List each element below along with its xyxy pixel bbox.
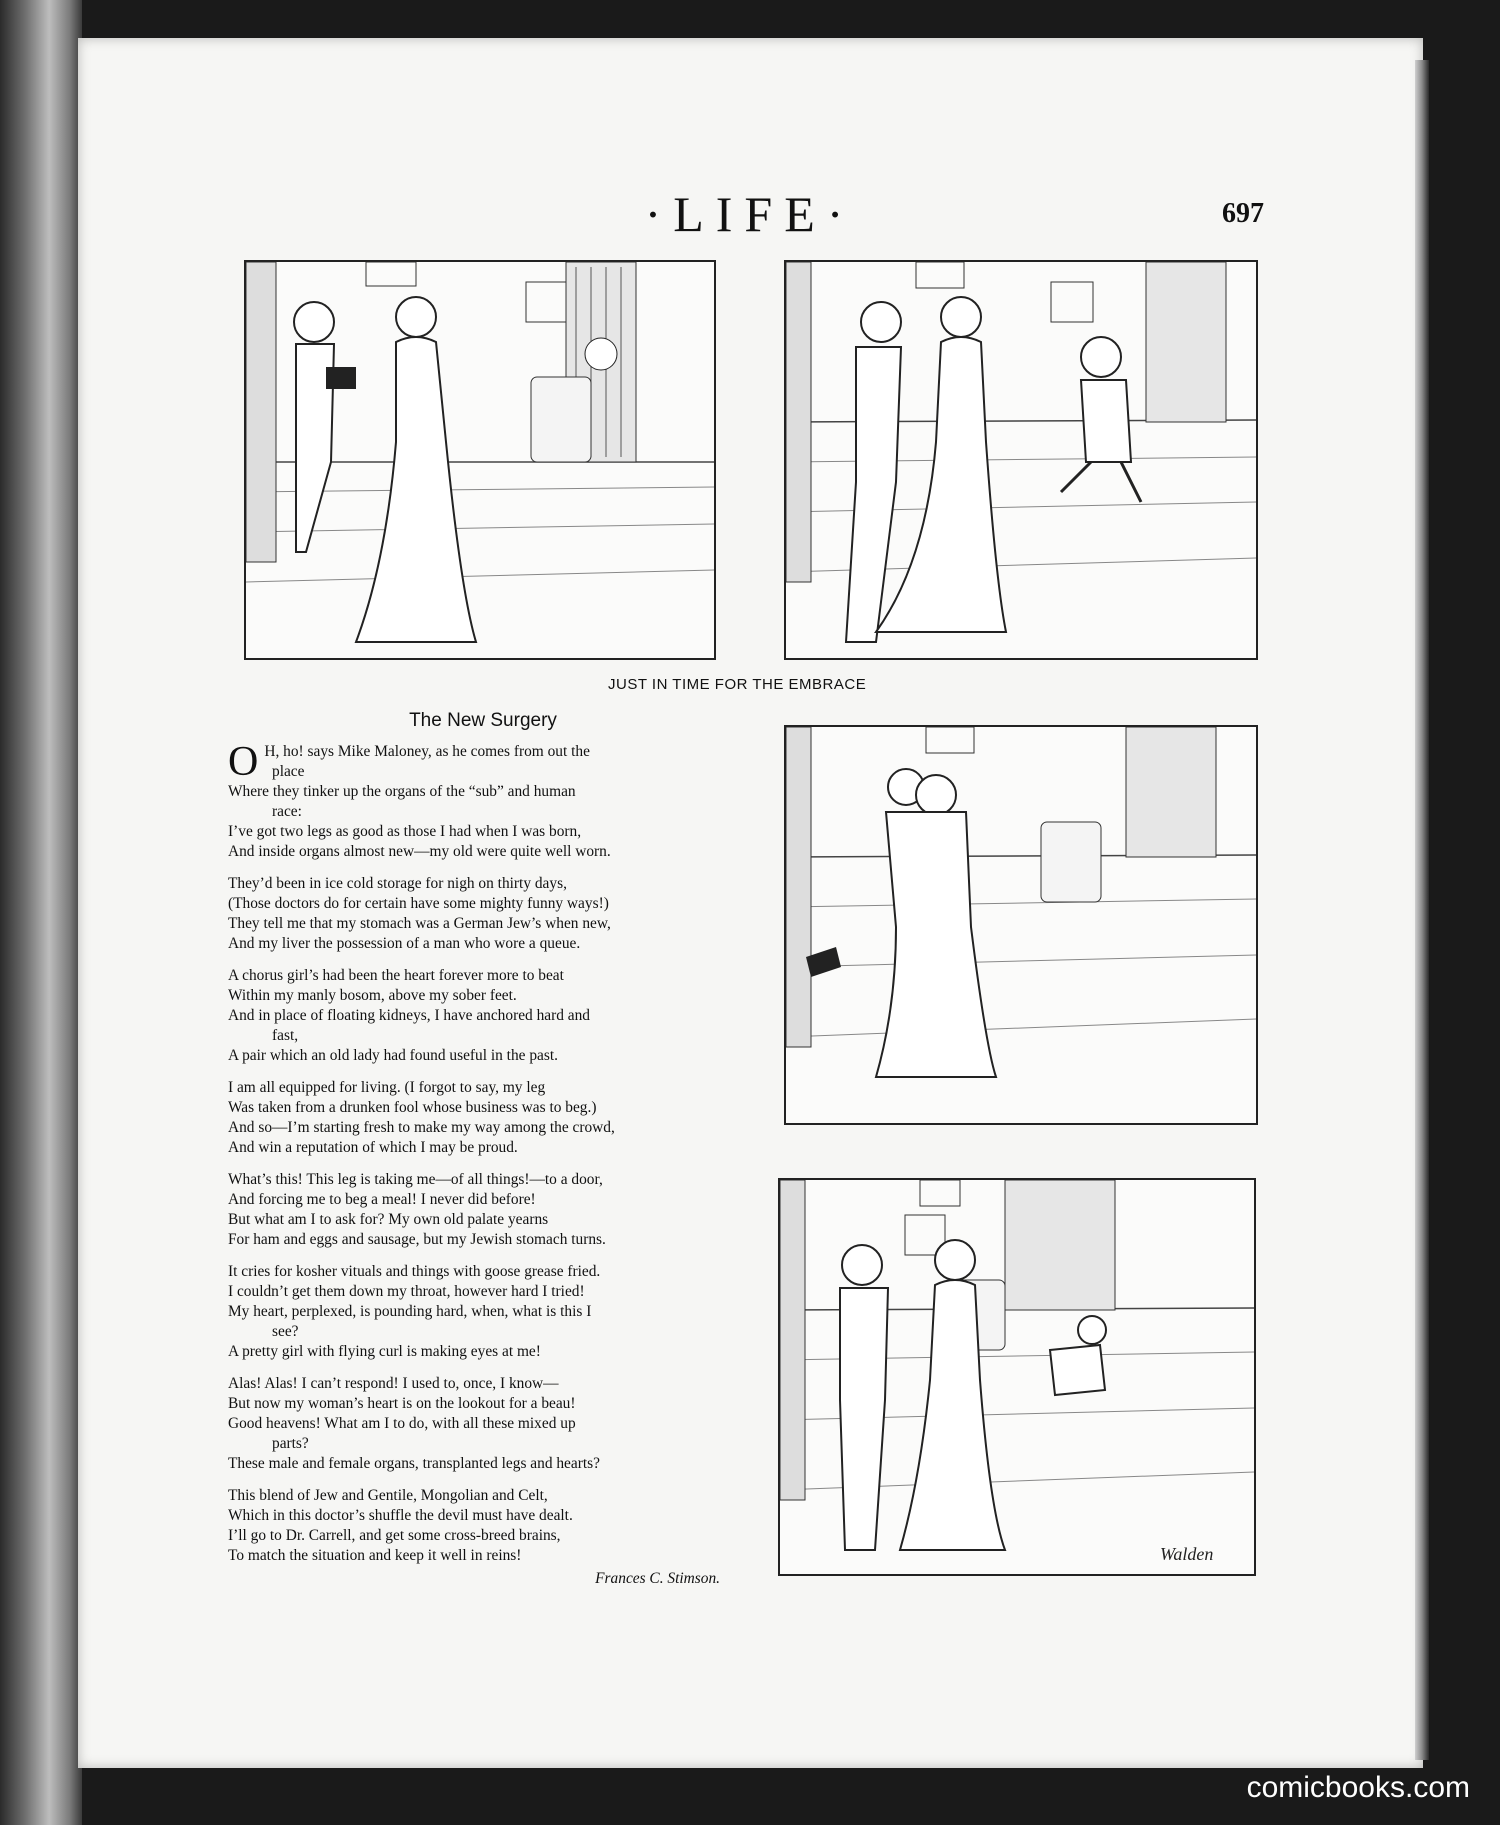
illustration-panel-1 (244, 260, 716, 660)
poem-line-text: And inside organs almost new—my old were quite well worn. (228, 843, 611, 860)
poem-line-text: And in place of floating kidneys, I have anchored hard and (228, 1007, 590, 1024)
poem-line (228, 802, 728, 822)
poem-line (228, 1394, 728, 1414)
poem-line-text: I’ve got two legs as good as those I had when I was born, (228, 823, 582, 840)
poem-stanza (228, 1262, 728, 1362)
poem-stanza (228, 1486, 728, 1566)
poem-line (228, 894, 728, 914)
poem-line (228, 1138, 728, 1158)
poem-stanza (228, 966, 728, 1066)
poem-line-text: place (272, 763, 305, 780)
poem-line-text: A pair which an old lady had found useful in the past. (228, 1047, 558, 1064)
poem-line-text: Good heavens! What am I to do, with all these mixed up (228, 1415, 576, 1432)
poem-line-text: H, ho! says Mike Maloney, as he comes from out the (264, 743, 590, 760)
poem-line-text: And forcing me to beg a meal! I never did before! (228, 1191, 536, 1208)
poem-line-text: This blend of Jew and Gentile, Mongolian and Celt, (228, 1487, 548, 1504)
poem-line (228, 762, 728, 782)
poem-line (228, 1118, 728, 1138)
poem-line-text: But now my woman’s heart is on the lookout for a beau! (228, 1395, 576, 1412)
poem-line-text: I couldn’t get them down my throat, however hard I tried! (228, 1283, 585, 1300)
poem-column (228, 710, 728, 1588)
poem-line-text: My heart, perplexed, is pounding hard, when, what is this I (228, 1303, 592, 1320)
watermark: comicbooks.com (1246, 1771, 1470, 1804)
poem-line (228, 1506, 728, 1526)
poem-stanza (228, 1374, 728, 1474)
poem-line (228, 914, 728, 934)
poem-stanza (228, 874, 728, 954)
poem-line-text: What’s this! This leg is taking me—of all things!—to a door, (228, 1171, 603, 1188)
poem-line-text: Which in this doctor’s shuffle the devil must have dealt. (228, 1507, 573, 1524)
poem-line (228, 842, 728, 862)
poem-line (228, 1546, 728, 1566)
poem-line-text: For ham and eggs and sausage, but my Jewish stomach turns. (228, 1231, 606, 1248)
poem-line (228, 1302, 728, 1322)
poem-line (228, 1078, 728, 1098)
poem-line (228, 1170, 728, 1190)
poem-body (228, 739, 728, 1566)
poem-dropcap: O (228, 739, 259, 785)
poem-line-text: fast, (272, 1027, 299, 1044)
poem-line-text: I am all equipped for living. (I forgot to say, my leg (228, 1079, 546, 1096)
poem-line (228, 986, 728, 1006)
poem-line (228, 1262, 728, 1282)
poem-line (228, 1046, 728, 1066)
poem-line (228, 1434, 728, 1454)
poem-stanza (228, 1078, 728, 1158)
poem-line (228, 1342, 728, 1362)
poem-line-text: Where they tinker up the organs of the “sub” and human (228, 783, 576, 800)
poem-line (228, 1230, 728, 1250)
poem-line-text: race: (272, 803, 302, 820)
poem-line-text: Within my manly bosom, above my sober feet. (228, 987, 517, 1004)
artist-signature: Walden (1160, 1544, 1214, 1564)
cartoon-caption: JUST IN TIME FOR THE EMBRACE (608, 676, 867, 693)
poem-line-text: To match the situation and keep it well in reins! (228, 1547, 522, 1564)
poem-line (228, 934, 728, 954)
page-edge-right (1415, 60, 1429, 1760)
illustration-panel-2 (784, 260, 1258, 660)
poem-line-text: I’ll go to Dr. Carrell, and get some cross-breed brains, (228, 1527, 561, 1544)
poem-line-text: They tell me that my stomach was a German Jew’s when new, (228, 915, 611, 932)
page-number: 697 (1222, 198, 1264, 229)
poem-line-text: And my liver the possession of a man who wore a queue. (228, 935, 581, 952)
poem-line-text: It cries for kosher vituals and things with goose grease fried. (228, 1263, 601, 1280)
illustration-panel-3 (784, 725, 1258, 1125)
poem-line (228, 874, 728, 894)
poem-line (228, 1098, 728, 1118)
poem-line-text: Alas! Alas! I can’t respond! I used to, once, I know— (228, 1375, 559, 1392)
poem-stanza (228, 739, 728, 862)
poem-line-text: These male and female organs, transplanted legs and hearts? (228, 1455, 600, 1472)
poem-line-text: A pretty girl with flying curl is making eyes at me! (228, 1343, 541, 1360)
book-binding-left (0, 0, 82, 1825)
poem-line (228, 1282, 728, 1302)
poem-line (228, 822, 728, 842)
illustration-panel-4 (778, 1178, 1256, 1576)
poem-line-text: And so—I’m starting fresh to make my way among the crowd, (228, 1119, 615, 1136)
poem-line (228, 966, 728, 986)
poem-line-text: They’d been in ice cold storage for nigh on thirty days, (228, 875, 567, 892)
poem-line (228, 1210, 728, 1230)
poem-line (228, 782, 728, 802)
masthead: ·LIFE· (644, 186, 856, 242)
poem-line (228, 1190, 728, 1210)
poem-line (228, 1486, 728, 1506)
poem-author: Frances C. Stimson. (595, 1570, 720, 1587)
poem-line (228, 1414, 728, 1434)
poem-line-text: parts? (272, 1435, 309, 1452)
poem-title: The New Surgery (409, 710, 557, 731)
poem-line-text: see? (272, 1323, 299, 1340)
poem-line-text: A chorus girl’s had been the heart forever more to beat (228, 967, 564, 984)
poem-line (228, 1026, 728, 1046)
poem-line (228, 1322, 728, 1342)
poem-line (228, 1006, 728, 1026)
poem-line (228, 1454, 728, 1474)
poem-line-text: Was taken from a drunken fool whose business was to beg.) (228, 1099, 597, 1116)
poem-line-text: And win a reputation of which I may be proud. (228, 1139, 518, 1156)
poem-line (228, 1374, 728, 1394)
poem-line-text: But what am I to ask for? My own old palate yearns (228, 1211, 549, 1228)
poem-stanza (228, 1170, 728, 1250)
poem-line-text: (Those doctors do for certain have some mighty funny ways!) (228, 895, 609, 912)
poem-line (228, 1526, 728, 1546)
